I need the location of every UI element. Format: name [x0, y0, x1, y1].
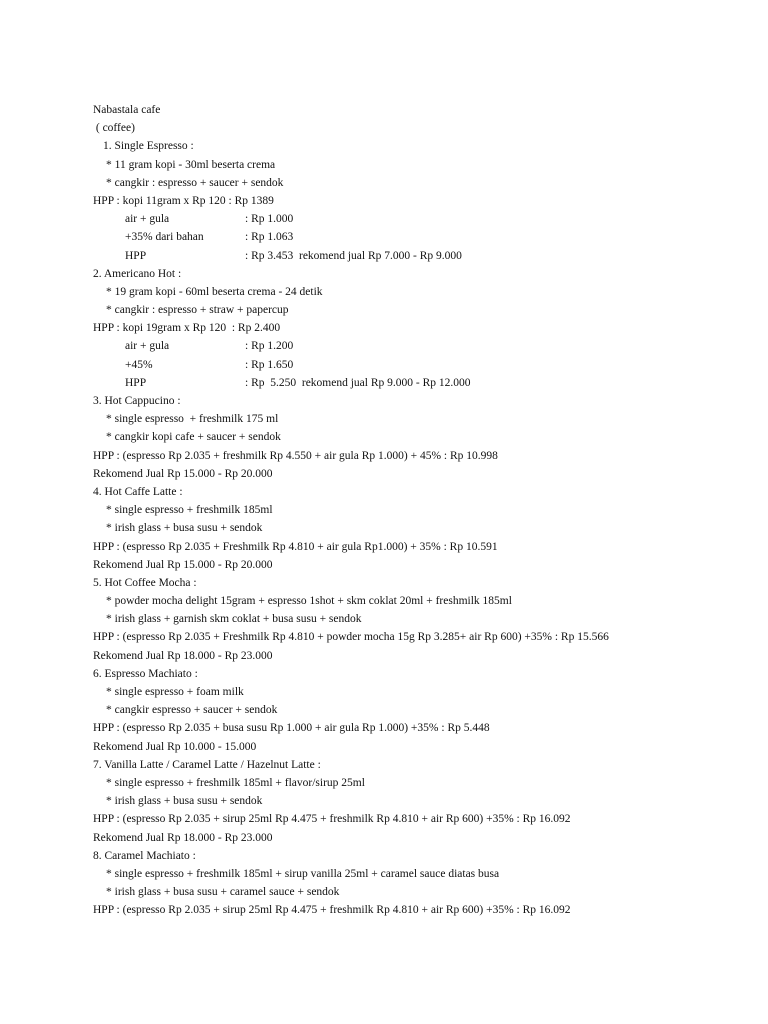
document-body — [93, 101, 748, 919]
item-hpp: HPP : (espresso Rp 2.035 + busa susu Rp 1.000 + air gula Rp 1.000) +35% : Rp 5.448 — [93, 722, 490, 735]
item-serving: * irish glass + busa susu + sendok — [106, 522, 263, 535]
cost-row — [93, 228, 748, 246]
item-heading: 4. Hot Caffe Latte : — [93, 485, 183, 498]
item-ingredient: * 11 gram kopi - 30ml beserta crema — [106, 158, 276, 171]
item-serving: * cangkir : espresso + saucer + sendok — [106, 176, 284, 189]
item-hpp: HPP : (espresso Rp 2.035 + Freshmilk Rp 4.810 + air gula Rp1.000) + 35% : Rp 10.591 — [93, 540, 498, 553]
item-recommended-price: Rekomend Jual Rp 18.000 - Rp 23.000 — [93, 831, 273, 844]
item-recommended-price: Rekomend Jual Rp 10.000 - 15.000 — [93, 740, 257, 753]
item-hpp: HPP : kopi 11gram x Rp 120 : Rp 1389 — [93, 194, 274, 207]
item-ingredient: * single espresso + freshmilk 185ml — [106, 504, 273, 517]
item-heading: 3. Hot Cappucino : — [93, 395, 181, 407]
item-serving: * cangkir kopi cafe + saucer + sendok — [106, 431, 281, 444]
item-heading: 8. Caramel Machiato : — [93, 849, 196, 862]
cost-value: : Rp 1.200 — [245, 340, 294, 353]
cost-value: : Rp 1.000 — [245, 213, 294, 226]
cafe-title: Nabastala cafe — [93, 104, 161, 116]
category-label: ( coffee) — [93, 122, 135, 135]
item-hpp: HPP : (espresso Rp 2.035 + Freshmilk Rp 4.810 + powder mocha 15g Rp 3.285+ air Rp 600) +35% : Rp 15.566 — [93, 631, 609, 644]
cost-row — [93, 247, 748, 265]
item-heading: 5. Hot Coffee Mocha : — [93, 576, 197, 589]
cost-row — [93, 356, 748, 374]
cost-value: : Rp 3.453 rekomend jual Rp 7.000 - Rp 9.000 — [245, 249, 462, 262]
cost-label: air + gula — [125, 213, 170, 226]
cost-label: HPP — [125, 249, 147, 262]
item-recommended-price: Rekomend Jual Rp 15.000 - Rp 20.000 — [93, 558, 273, 571]
item-recommended-price: Rekomend Jual Rp 15.000 - Rp 20.000 — [93, 467, 273, 480]
cost-value: : Rp 5.250 rekomend jual Rp 9.000 - Rp 12.000 — [245, 376, 471, 389]
item-hpp: HPP : (espresso Rp 2.035 + sirup 25ml Rp 4.475 + freshmilk Rp 4.810 + air Rp 600) +35% : Rp 16.092 — [93, 813, 571, 826]
cost-row — [93, 374, 748, 392]
item-serving: * cangkir espresso + saucer + sendok — [106, 704, 278, 717]
cost-value: : Rp 1.063 — [245, 231, 294, 244]
cost-value: : Rp 1.650 — [245, 358, 294, 371]
cost-row — [93, 210, 748, 228]
item-serving: * irish glass + busa susu + sendok — [106, 795, 263, 808]
item-heading: 2. Americano Hot : — [93, 267, 182, 280]
cost-label: +35% dari bahan — [125, 231, 204, 244]
item-ingredient: * single espresso + foam milk — [106, 686, 244, 698]
item-heading: 6. Espresso Machiato : — [93, 667, 198, 680]
item-ingredient: * single espresso + freshmilk 185ml + sirup vanilla 25ml + caramel sauce diatas busa — [106, 867, 500, 880]
item-heading: 7. Vanilla Latte / Caramel Latte / Hazelnut Latte : — [93, 758, 321, 771]
cost-row — [93, 337, 748, 355]
item-heading: 1. Single Espresso : — [103, 140, 194, 153]
item-serving: * irish glass + busa susu + caramel sauce + sendok — [106, 886, 340, 899]
item-ingredient: * single espresso + freshmilk 185ml + flavor/sirup 25ml — [106, 776, 365, 789]
cost-label: HPP — [125, 376, 147, 389]
item-serving: * irish glass + garnish skm coklat + busa susu + sendok — [106, 613, 362, 626]
item-serving: * cangkir : espresso + straw + papercup — [106, 304, 289, 317]
item-hpp: HPP : (espresso Rp 2.035 + sirup 25ml Rp 4.475 + freshmilk Rp 4.810 + air Rp 600) +35% : Rp 16.092 — [93, 904, 571, 917]
item-ingredient: * powder mocha delight 15gram + espresso 1shot + skm coklat 20ml + freshmilk 185ml — [106, 595, 512, 608]
item-recommended-price: Rekomend Jual Rp 18.000 - Rp 23.000 — [93, 649, 273, 662]
cost-label: air + gula — [125, 340, 170, 353]
item-hpp: HPP : kopi 19gram x Rp 120 : Rp 2.400 — [93, 322, 281, 335]
item-ingredient: * 19 gram kopi - 60ml beserta crema - 24 detik — [106, 285, 323, 298]
item-ingredient: * single espresso + freshmilk 175 ml — [106, 413, 279, 426]
cost-label: +45% — [125, 358, 153, 371]
item-hpp: HPP : (espresso Rp 2.035 + freshmilk Rp 4.550 + air gula Rp 1.000) + 45% : Rp 10.998 — [93, 449, 498, 462]
